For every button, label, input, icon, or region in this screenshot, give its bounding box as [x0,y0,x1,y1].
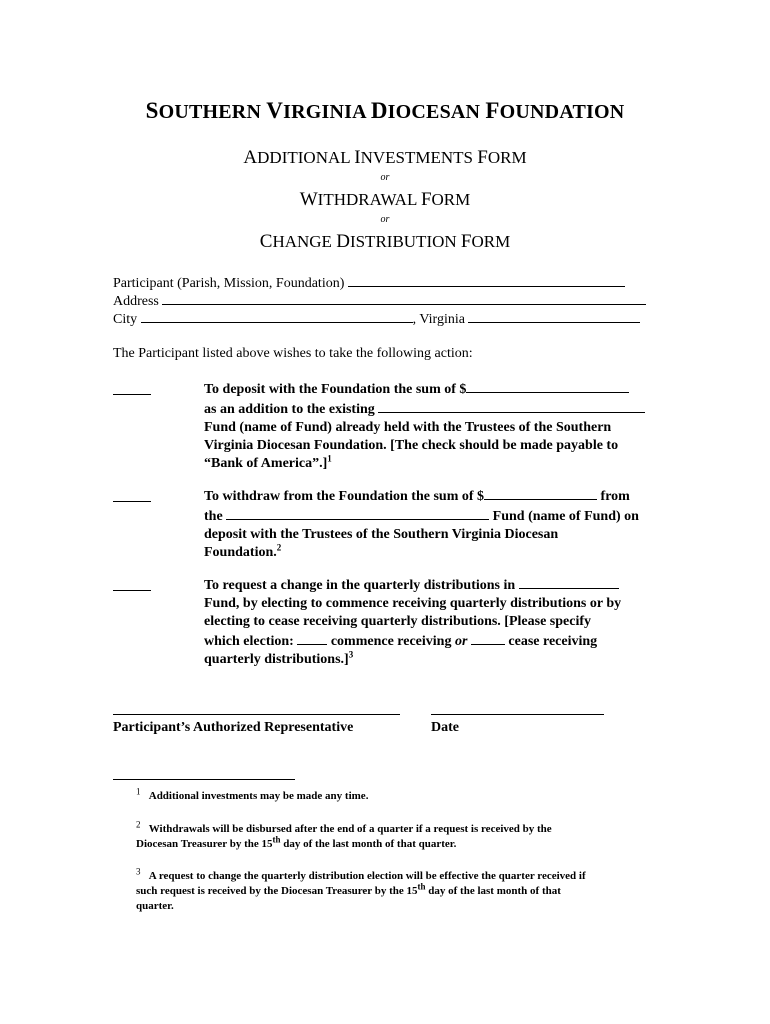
footnote-divider [113,779,295,780]
cease-receiving-checkbox[interactable] [471,631,505,645]
withdraw-fund-input[interactable] [226,506,489,520]
city-field [113,309,640,329]
deposit-amount-input[interactable] [466,379,629,393]
action-deposit: To deposit with the Foundation the sum of $ as an addition to the existing Fund (name of Fund) already held with the Trustees of the Southern Virginia Diocesan Foundation. [The check should be made payable to “Bank of America”.]$^1$ [204,379,645,473]
form-title-change-distribution: CHANGE DISTRIBUTION FORM [259,231,511,252]
commence-receiving-checkbox[interactable] [297,631,327,645]
city-input[interactable] [141,309,413,323]
address-input[interactable] [162,291,646,305]
footnote-3: $^3$ A request to change the quarterly distribution election will be effective the quarter received if such request is received by the Diocesan Treasurer by the 15th day of the last month of that quarter. [136,866,586,912]
footnote-ref-2: 2 [276,542,282,553]
footnote-1: $^1$ Additional investments may be made any time. [136,786,369,802]
representative-label: Participant’s Authorized Representative [113,720,354,735]
form-title-withdrawal: WITHDRAWAL FORM [299,189,471,210]
action-change-checkbox[interactable] [113,577,151,591]
participant-input[interactable] [348,273,625,287]
participant-field [113,273,625,293]
date-label: Date [431,720,459,735]
address-label: Address [113,294,159,309]
city-label: City [113,312,138,327]
action-withdraw-checkbox[interactable] [113,488,151,502]
or-separator-2: or [380,214,390,225]
signature-line[interactable] [113,714,400,715]
org-title: SOUTHERN VIRGINIA DIOCESAN FOUNDATION [145,98,625,123]
or-separator-1: or [380,172,390,183]
participant-label: Participant (Parish, Mission, Foundation) [113,276,345,291]
footnote-2: $^2$ Withdrawals will be disbursed after the end of a quarter if a request is received by the Diocesan Treasurer by the 15th day of the last month of that quarter. [136,819,552,850]
footnote-ref-3: 3 [348,649,354,660]
date-line[interactable] [431,714,604,715]
deposit-fund-input[interactable] [378,399,645,413]
zip-input[interactable] [468,309,640,323]
change-fund-input[interactable] [519,575,619,589]
footnote-ref-1: 1 [327,453,332,464]
withdraw-amount-input[interactable] [484,486,597,500]
form-title-additional-investments: ADDITIONAL INVESTMENTS FORM [243,147,527,168]
action-deposit-checkbox[interactable] [113,381,151,395]
action-change-distribution: To request a change in the quarterly distributions in Fund, by electing to commence receiving quarterly distributions or by electing to cease receiving quarterly distributions. [Please specify which election: commence receiving or cease receiving quarterly distributions.]$^3$ [204,575,621,669]
address-field [113,291,646,311]
virginia-label: , Virginia [412,312,465,327]
intro-text: The Participant listed above wishes to take the following action: [113,346,473,361]
action-withdraw: To withdraw from the Foundation the sum of $ from the Fund (name of Fund) on deposit with the Trustees of the Southern Virginia Diocesan Foundation.$^2$ [204,486,639,562]
